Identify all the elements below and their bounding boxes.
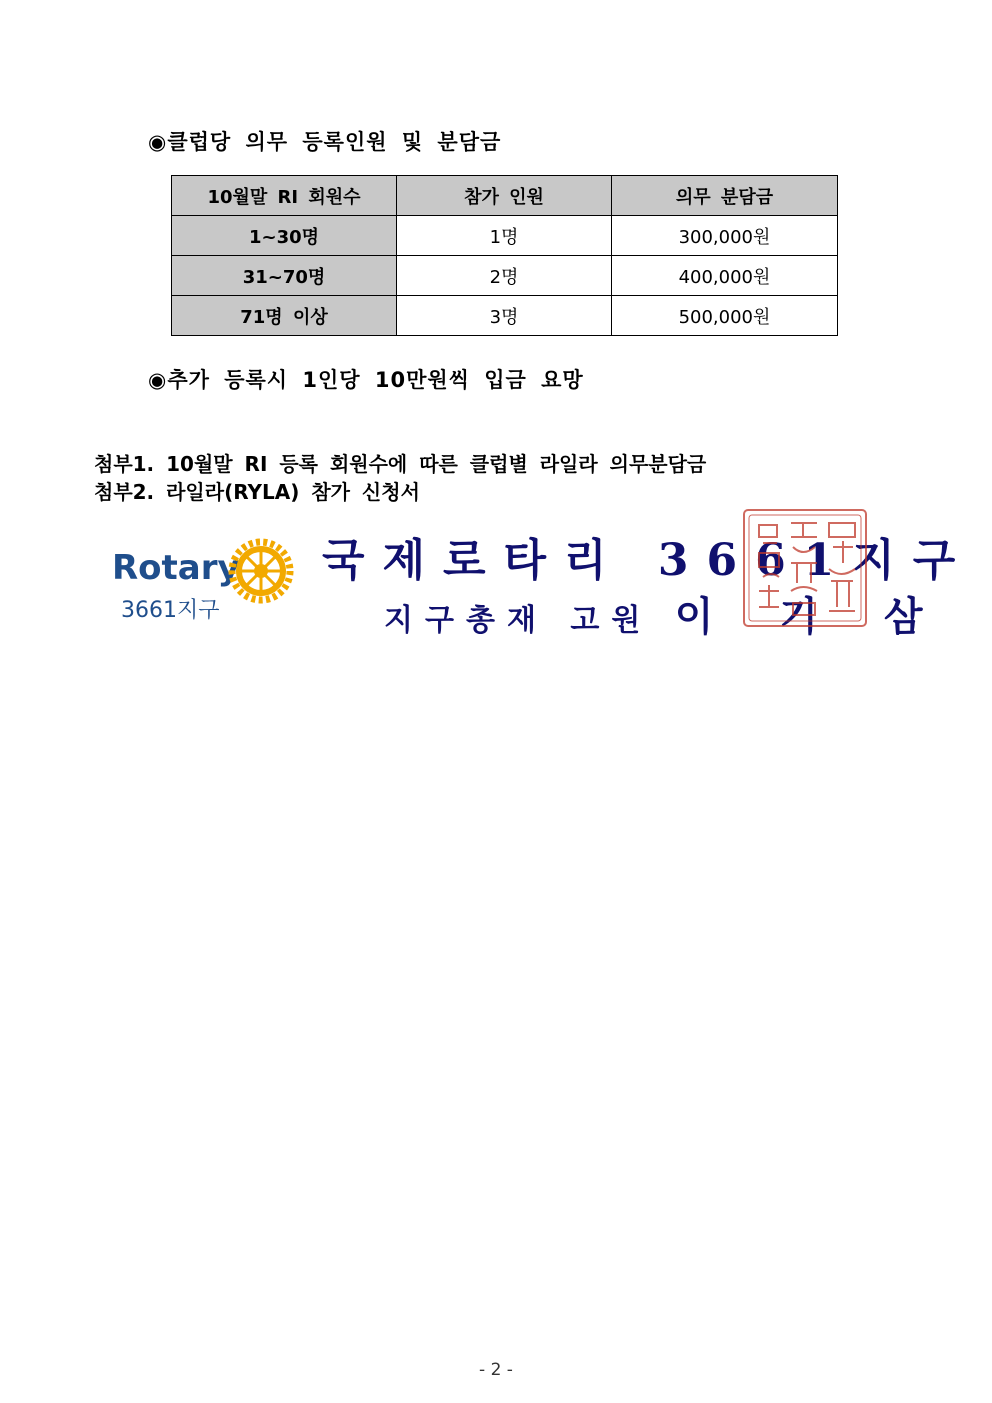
attachment-2: 첨부2. 라일라(RYLA) 참가 신청서: [94, 480, 420, 504]
signature-title: 지구총재 고원: [384, 603, 653, 638]
cell-fee: 400,000원: [612, 256, 838, 296]
signature-organization: 국제로타리 3661지구: [322, 535, 974, 586]
column-header-members: 10월말 RI 회원수: [172, 176, 397, 216]
table-row: [172, 216, 838, 256]
table-row: [172, 256, 838, 296]
cell-attendees: 3명: [397, 296, 612, 336]
table-header-row: [172, 176, 838, 216]
cell-members: 1~30명: [172, 216, 397, 256]
rotary-wheel-icon: [226, 536, 296, 606]
section-heading-additional: ◉추가 등록시 1인당 10만원씩 입금 요망: [148, 368, 584, 392]
column-header-fee: 의무 분담금: [612, 176, 838, 216]
table-row: [172, 296, 838, 336]
cell-attendees: 2명: [397, 256, 612, 296]
cell-members: 71명 이상: [172, 296, 397, 336]
signature-name: 이 기 삼: [674, 593, 949, 640]
fee-table: [171, 175, 838, 336]
page-number: - 2 -: [479, 1360, 513, 1380]
cell-fee: 300,000원: [612, 216, 838, 256]
column-header-attendees: 참가 인원: [397, 176, 612, 216]
cell-fee: 500,000원: [612, 296, 838, 336]
attachment-1: 첨부1. 10월말 RI 등록 회원수에 따른 클럽별 라일라 의무분담금: [94, 452, 707, 476]
cell-attendees: 1명: [397, 216, 612, 256]
rotary-logo-word: Rotary: [112, 548, 240, 588]
cell-members: 31~70명: [172, 256, 397, 296]
official-seal-stamp: [741, 507, 869, 629]
rotary-logo-district: 3661지구: [121, 598, 220, 623]
section-heading-fee: ◉클럽당 의무 등록인원 및 분담금: [148, 130, 502, 154]
